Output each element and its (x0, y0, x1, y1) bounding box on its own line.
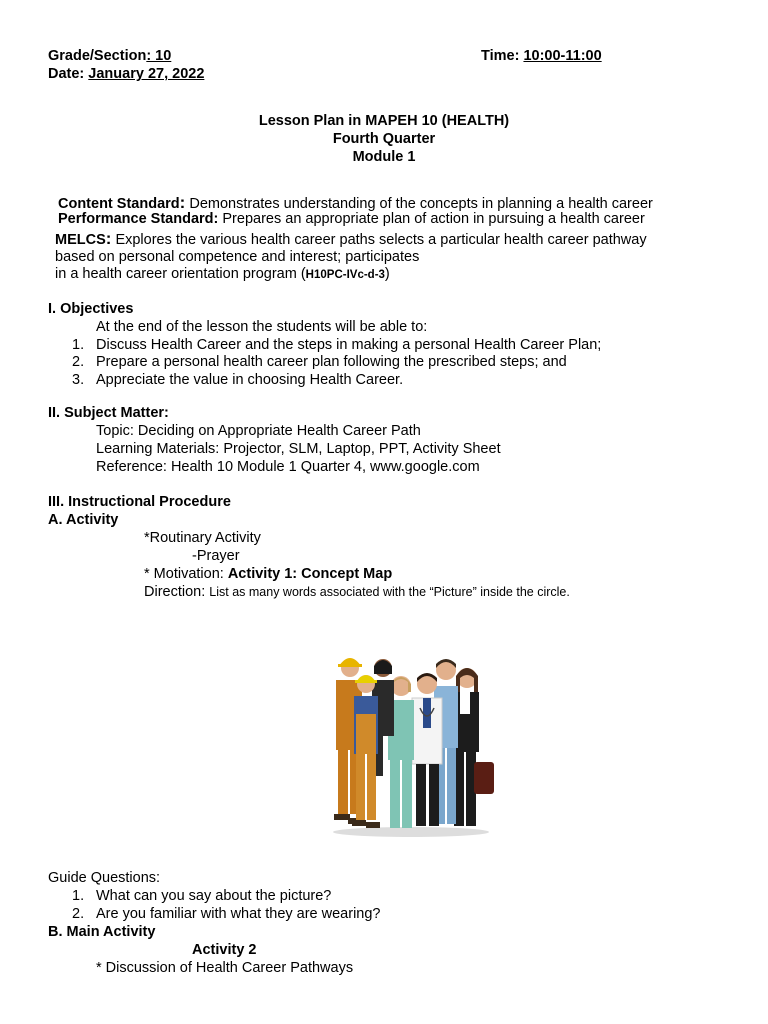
discussion-item: * Discussion of Health Career Pathways (96, 960, 354, 976)
procedure-heading: III. Instructional Procedure (48, 494, 231, 510)
date: Date: January 27, 2022 (48, 66, 205, 82)
melcs-line-2: based on personal competence and interest; participates (55, 249, 420, 265)
title-line-3: Module 1 (352, 149, 416, 165)
melcs-line-3: in a health career orientation program (H10PC-IVc-d-3) (55, 266, 390, 282)
topic: Topic: Deciding on Appropriate Health Career Path (96, 423, 421, 439)
guide-question-number: 1. (72, 888, 85, 904)
guide-question-number: 2. (72, 906, 85, 922)
objectives-heading: I. Objectives (48, 301, 134, 317)
learning-materials: Learning Materials: Projector, SLM, Laptop, PPT, Activity Sheet (96, 441, 501, 457)
objective-number: 1. (72, 337, 85, 353)
objective-item: Appreciate the value in choosing Health Career. (96, 372, 404, 388)
activity-2-heading: Activity 2 (192, 942, 257, 958)
guide-question: What can you say about the picture? (96, 888, 332, 904)
time: Time: 10:00-11:00 (481, 48, 602, 64)
activity-heading: A. Activity (48, 512, 119, 528)
guide-questions-heading: Guide Questions: (48, 870, 161, 886)
grade-section: Grade/Section: 10 (48, 48, 172, 64)
content-standard: Content Standard: Demonstrates understanding of the concepts in planning a health career (58, 193, 653, 212)
reference: Reference: Health 10 Module 1 Quarter 4, www.google.com (96, 459, 480, 475)
motivation: * Motivation: Activity 1: Concept Map (144, 566, 393, 582)
direction: Direction: List as many words associated with the “Picture” inside the circle. (144, 584, 570, 600)
subject-matter-heading: II. Subject Matter: (48, 405, 169, 421)
objective-number: 2. (72, 354, 85, 370)
title-line-1: Lesson Plan in MAPEH 10 (HEALTH) (258, 113, 510, 129)
prayer: -Prayer (192, 548, 240, 564)
objective-item: Discuss Health Career and the steps in making a personal Health Career Plan; (96, 337, 602, 353)
title-line-2: Fourth Quarter (332, 131, 436, 147)
routinary-activity: *Routinary Activity (144, 530, 261, 546)
guide-question: Are you familiar with what they are wearing? (96, 906, 381, 922)
objective-item: Prepare a personal health career plan following the prescribed steps; and (96, 354, 567, 370)
businesswoman-figure (453, 668, 494, 826)
performance-standard: Performance Standard: Prepares an appropriate plan of action in pursuing a health career (58, 211, 645, 227)
objectives-intro: At the end of the lesson the students will be able to: (96, 319, 428, 335)
melcs: MELCS: Explores the various health career paths selects a particular health career pathway (55, 229, 647, 248)
main-activity-heading: B. Main Activity (48, 924, 156, 940)
health-workers-group-image (326, 652, 496, 838)
worker-yellow-helmet-figure (352, 675, 380, 828)
objective-number: 3. (72, 372, 85, 388)
